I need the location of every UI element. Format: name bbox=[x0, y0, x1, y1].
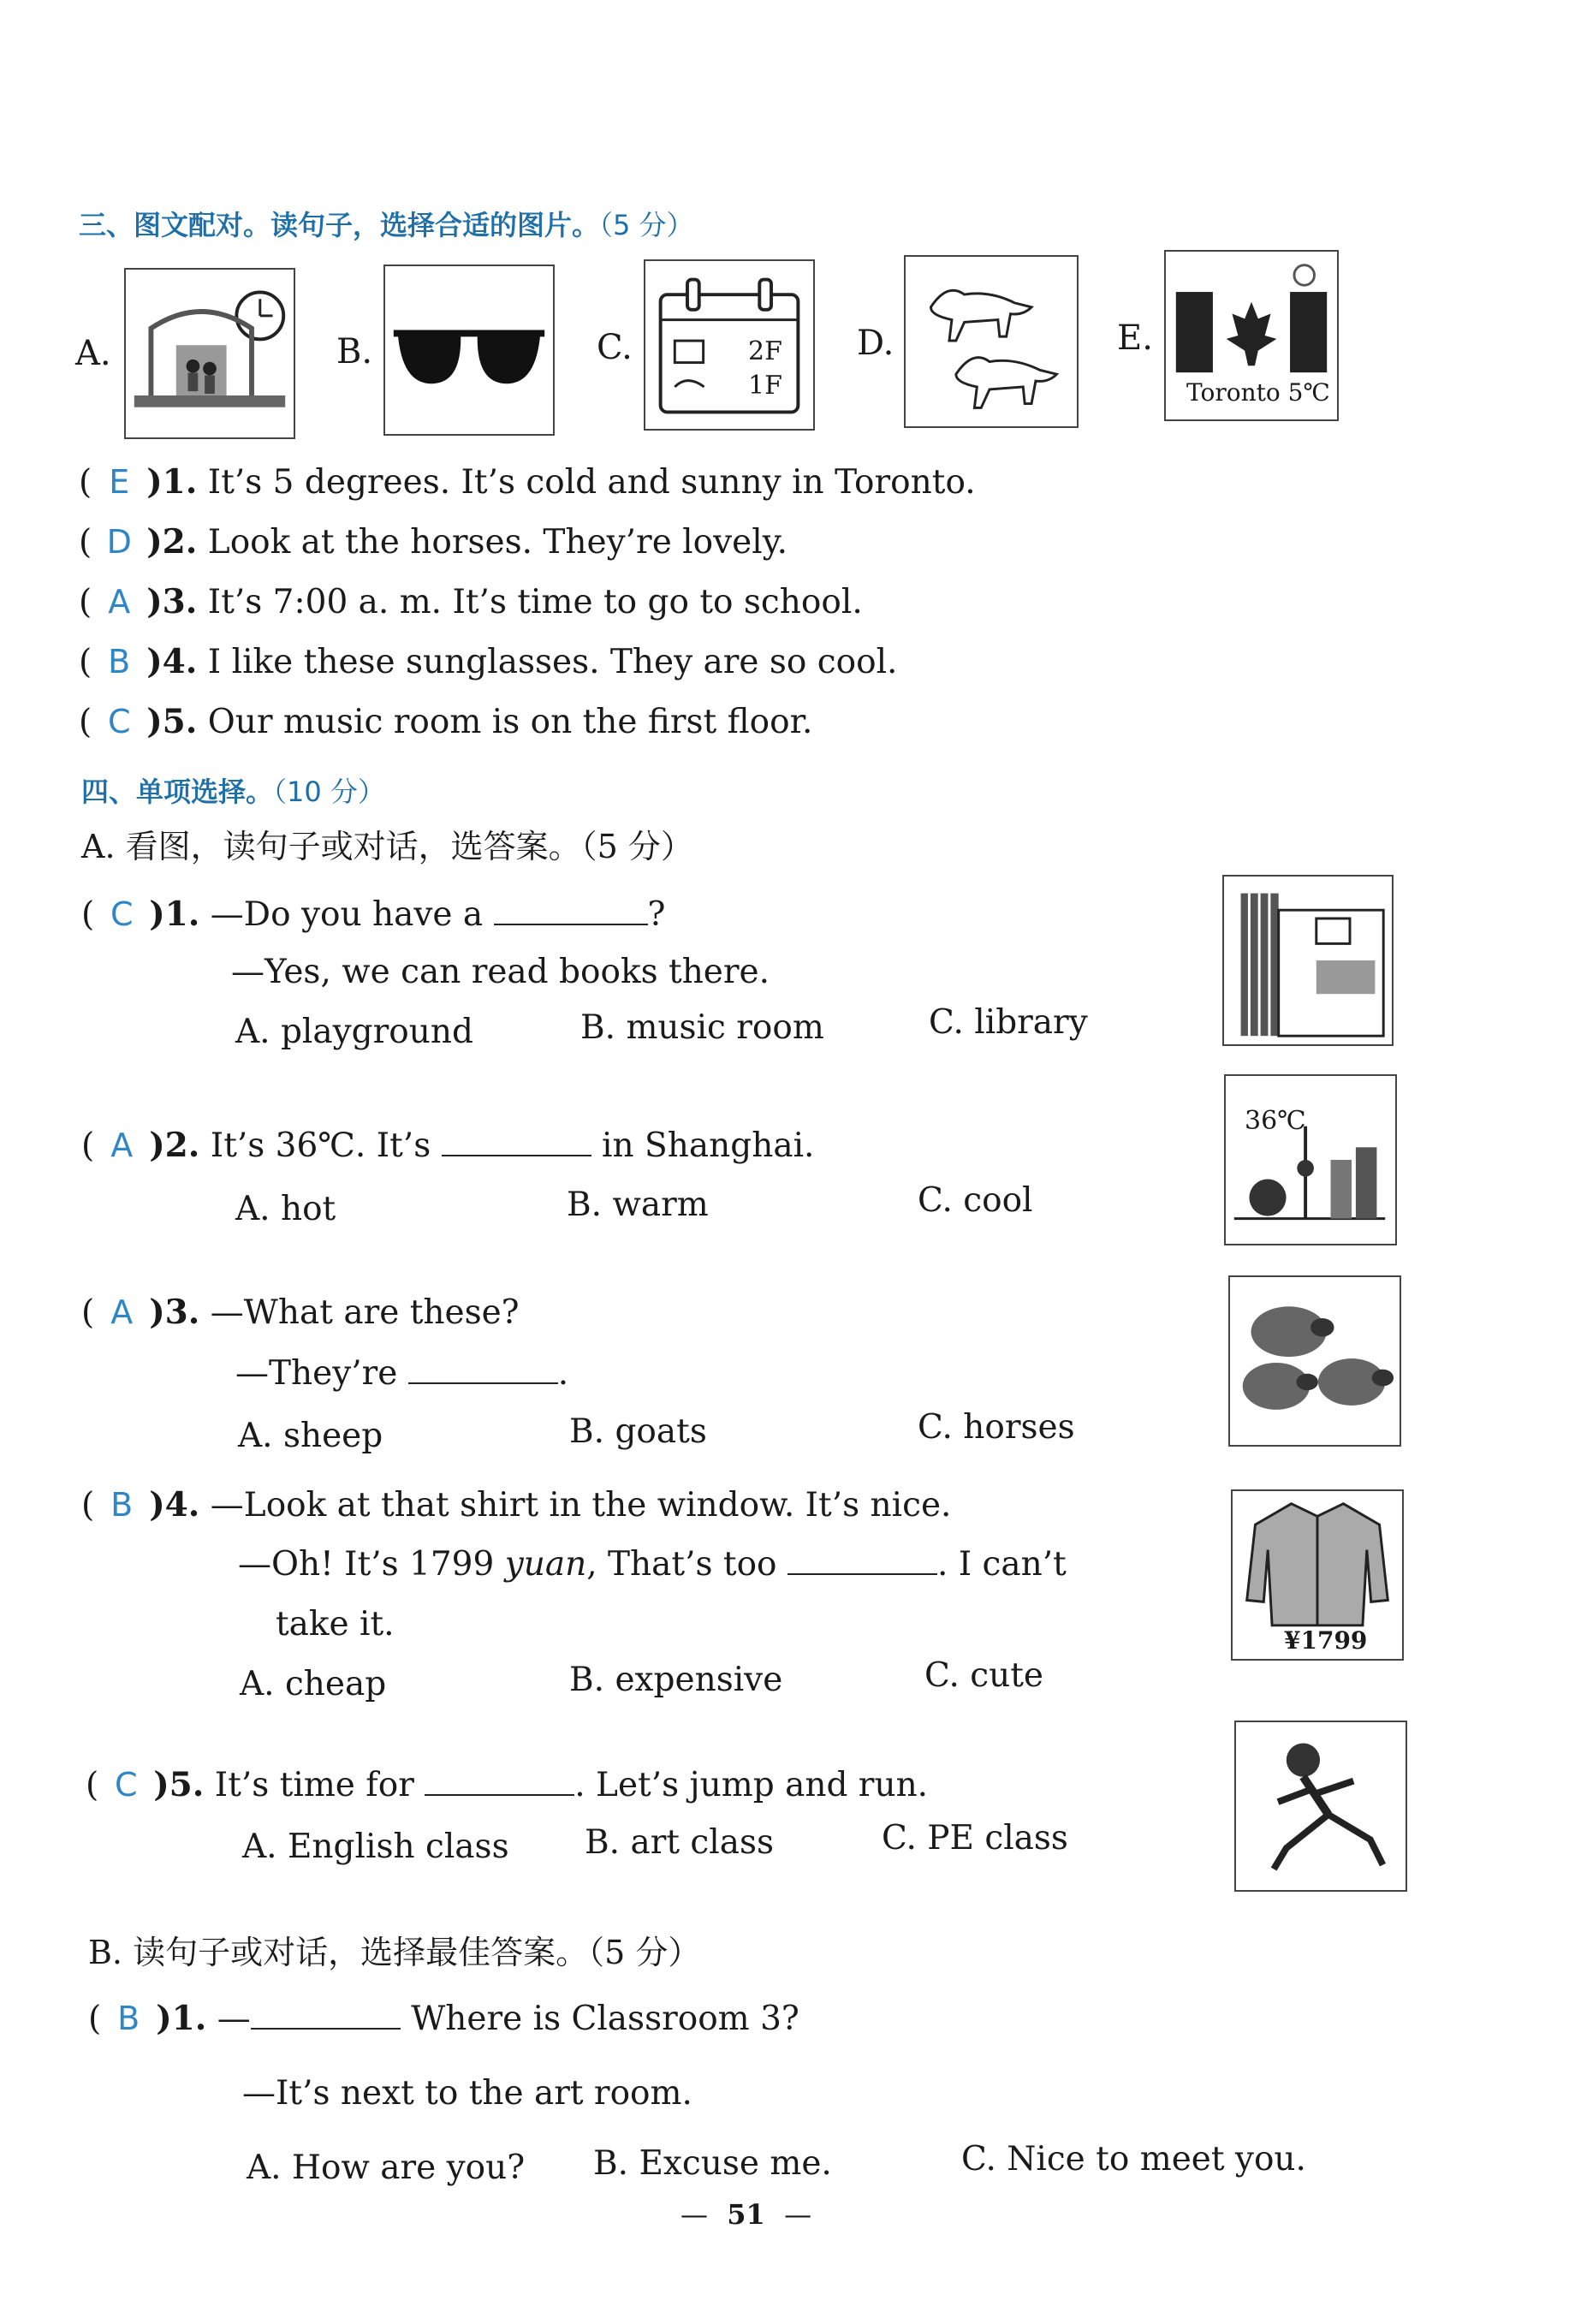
item-number: )1. bbox=[156, 1999, 207, 2038]
option-b: B. music room bbox=[580, 1008, 824, 1047]
question-text: —Look at that shirt in the window. It’s nice. bbox=[210, 1486, 952, 1525]
picture-letter-a: A. bbox=[75, 334, 111, 373]
option-c: C. Nice to meet you. bbox=[961, 2140, 1306, 2178]
canada-flag-icon bbox=[1164, 250, 1339, 421]
question-text: It’s time for bbox=[214, 1766, 414, 1804]
section4-score: （10 分） bbox=[273, 776, 385, 808]
answer: B bbox=[110, 1486, 134, 1524]
section3-score: （5 分） bbox=[599, 209, 694, 241]
item-number: )1. bbox=[146, 462, 198, 502]
question-text: It’s 36℃. It’s bbox=[210, 1126, 431, 1165]
shirt-icon bbox=[1231, 1489, 1404, 1661]
part-a-q3-line1: ( A )3. —What are these? bbox=[81, 1293, 520, 1332]
s3-item-5: ( C )5. Our music room is on the first floor. bbox=[79, 702, 813, 741]
option-c: C. PE class bbox=[882, 1819, 1068, 1857]
part-a-q4-line2 bbox=[238, 1545, 1067, 1584]
school-gate-clock-icon bbox=[124, 268, 295, 439]
part-a-q3-line2 bbox=[235, 1354, 568, 1393]
question-text-end: . bbox=[557, 1354, 569, 1393]
answer: B bbox=[108, 643, 131, 681]
option-c: C. library bbox=[929, 1003, 1088, 1042]
picture-letter-b: B. bbox=[336, 332, 373, 371]
item-number: )4. bbox=[146, 642, 198, 681]
question-text-mid: , That’s too bbox=[586, 1545, 777, 1584]
part-b-q1-line1: ( B )1. — Where is Classroom 3? bbox=[88, 1999, 799, 2038]
answer-blank bbox=[425, 1768, 574, 1796]
item-number: )1. bbox=[149, 895, 200, 934]
option-c: C. cute bbox=[924, 1656, 1043, 1695]
picture-letter-d: D. bbox=[857, 324, 894, 363]
shanghai-skyline-icon bbox=[1224, 1074, 1397, 1245]
toronto-temperature-caption: Toronto 5℃ bbox=[1186, 378, 1330, 407]
option-b: B. goats bbox=[569, 1412, 707, 1451]
page-dash-right: — bbox=[784, 2198, 812, 2231]
option-a: A. sheep bbox=[238, 1417, 383, 1455]
page-number-value: 51 bbox=[727, 2198, 765, 2231]
question-text-end: Where is Classroom 3? bbox=[411, 2000, 799, 2038]
question-text: —What are these? bbox=[210, 1293, 520, 1332]
part-a-q1-line1: ( C )1. —Do you have a ? bbox=[81, 895, 666, 934]
answer: D bbox=[106, 523, 132, 561]
answer: A bbox=[110, 1126, 134, 1164]
question-text-end: . Let’s jump and run. bbox=[574, 1766, 929, 1804]
page-dash-left: — bbox=[680, 2198, 708, 2231]
floor-label-2f: 2F bbox=[748, 336, 782, 366]
answer-blank bbox=[494, 898, 648, 925]
part-a-q1-line2: —Yes, we can read books there. bbox=[231, 953, 770, 991]
s3-item-2: ( D )2. Look at the horses. They’re lovely. bbox=[79, 522, 787, 562]
horses-icon bbox=[904, 255, 1079, 428]
question-text: — bbox=[217, 2000, 251, 2038]
section4-title-text: 四、单项选择。 bbox=[81, 776, 274, 808]
item-number: )5. bbox=[153, 1765, 205, 1804]
answer: A bbox=[110, 1293, 134, 1331]
sunglasses-icon bbox=[383, 264, 555, 436]
s3-item-3: ( A )3. It’s 7:00 a. m. It’s time to go to school. bbox=[79, 582, 863, 621]
option-b: B. warm bbox=[567, 1186, 709, 1224]
part-b-q1-line2: —It’s next to the art room. bbox=[242, 2074, 692, 2113]
section3-title bbox=[79, 204, 694, 243]
section4-title bbox=[81, 770, 385, 810]
part-a-title: A. 看图，读句子或对话，选答案。（5 分） bbox=[81, 828, 693, 865]
price-label: ¥1799 bbox=[1284, 1626, 1368, 1655]
sheep-icon bbox=[1228, 1275, 1401, 1447]
yuan-italic: yuan bbox=[504, 1545, 587, 1584]
s3-item-4: ( B )4. I like these sunglasses. They are so cool. bbox=[79, 642, 898, 681]
picture-letter-c: C. bbox=[597, 328, 633, 367]
option-c: C. cool bbox=[918, 1181, 1033, 1220]
answer: E bbox=[109, 463, 130, 501]
option-a: A. English class bbox=[242, 1828, 509, 1866]
part-b-title: B. 读句子或对话，选择最佳答案。（5 分） bbox=[88, 1934, 701, 1971]
item-number: )3. bbox=[146, 582, 198, 621]
question-text-end: ? bbox=[647, 895, 666, 934]
floor-sign-icon bbox=[644, 259, 815, 431]
running-boy-icon bbox=[1234, 1721, 1407, 1892]
answer-blank bbox=[251, 2002, 401, 2030]
question-text-end: in Shanghai. bbox=[602, 1126, 815, 1165]
answer: B bbox=[117, 2000, 140, 2037]
question-text: —They’re bbox=[235, 1354, 398, 1393]
option-b: B. expensive bbox=[569, 1661, 783, 1699]
item-number: )2. bbox=[146, 522, 198, 562]
question-text: —Do you have a bbox=[210, 895, 484, 934]
part-a-q4-line1: ( B )4. —Look at that shirt in the window. It’s nice. bbox=[81, 1485, 952, 1525]
answer-blank bbox=[408, 1357, 558, 1384]
option-b: B. Excuse me. bbox=[593, 2144, 832, 2183]
item-number: )4. bbox=[149, 1485, 200, 1525]
question-text-end: . I can’t bbox=[936, 1545, 1067, 1584]
question-text: —Oh! It’s 1799 bbox=[238, 1545, 495, 1584]
option-c: C. horses bbox=[918, 1408, 1075, 1447]
answer: A bbox=[108, 583, 131, 621]
item-text: I like these sunglasses. They are so cool. bbox=[207, 643, 898, 681]
page-number bbox=[680, 2198, 811, 2231]
part-a-q2-line1: ( A )2. It’s 36℃. It’s in Shanghai. bbox=[81, 1126, 815, 1165]
item-text: It’s 7:00 a. m. It’s time to go to school. bbox=[207, 583, 863, 621]
answer: C bbox=[110, 895, 134, 933]
answer: C bbox=[114, 1766, 138, 1804]
answer: C bbox=[107, 703, 131, 740]
s3-item-1: ( E )1. It’s 5 degrees. It’s cold and sunny in Toronto. bbox=[79, 462, 976, 502]
item-number: )5. bbox=[146, 702, 198, 741]
picture-letter-e: E. bbox=[1117, 318, 1153, 358]
temperature-label: 36℃ bbox=[1245, 1106, 1306, 1136]
option-a: A. cheap bbox=[240, 1665, 387, 1703]
answer-blank bbox=[787, 1548, 937, 1575]
floor-label-1f: 1F bbox=[748, 371, 782, 401]
option-a: A. How are you? bbox=[247, 2149, 526, 2187]
part-a-q4-line3: take it. bbox=[276, 1605, 395, 1643]
item-text: It’s 5 degrees. It’s cold and sunny in Toronto. bbox=[207, 463, 976, 502]
library-building-icon bbox=[1222, 875, 1394, 1046]
item-number: )3. bbox=[149, 1293, 200, 1332]
option-a: A. hot bbox=[235, 1190, 336, 1228]
section3-title-text: 三、图文配对。读句子，选择合适的图片。 bbox=[79, 209, 600, 241]
option-b: B. art class bbox=[585, 1823, 775, 1862]
item-text: Our music room is on the first floor. bbox=[207, 703, 813, 741]
answer-blank bbox=[442, 1129, 591, 1156]
item-number: )2. bbox=[149, 1126, 200, 1165]
option-a: A. playground bbox=[235, 1013, 473, 1051]
item-text: Look at the horses. They’re lovely. bbox=[207, 523, 787, 562]
part-a-q5-line1: ( C )5. It’s time for . Let’s jump and run. bbox=[86, 1765, 929, 1804]
